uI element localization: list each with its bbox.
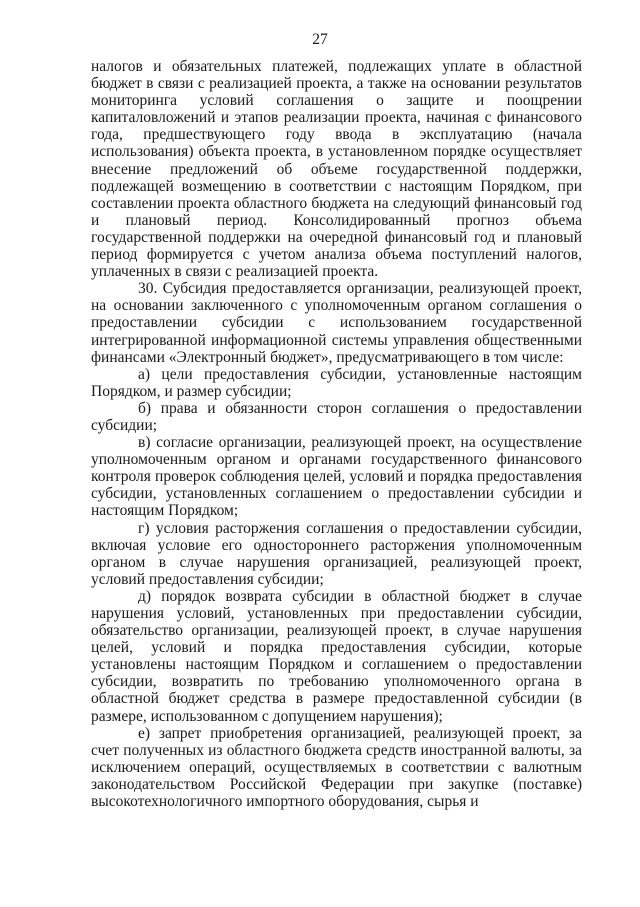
document-body: [91, 58, 582, 810]
paragraph-subitem-a: а) цели предоставления субсидии, установленные настоящим Порядком, и размер субсидии;: [91, 365, 582, 400]
paragraph-subitem-v: в) согласие организации, реализующей проект, на осуществление уполномоченным органом и органами государственного финансового контроля проверок соблюдения целей, условий и порядка предоставления субсидии, установленных соглашением о предоставлении субсидии и настоящим Порядком;: [91, 434, 582, 520]
paragraph-subitem-d: д) порядок возврата субсидии в областной бюджет в случае нарушения условий, установленных при предоставлении субсидии, обязательство организации, реализующей проект, в случае нарушения целей, условий и порядка предоставления субсидии, которые установлены настоящим Порядком и соглашением о предоставлении субсидии, возвратить по требованию уполномоченного органа в областной бюджет средства в размере предоставленной субсидии (в размере, использованном с допущением нарушения);: [91, 587, 582, 725]
paragraph-subitem-e: е) запрет приобретения организацией, реализующей проект, за счет полученных из областного бюджета средств иностранной валюты, за исключением операций, осуществляемых в соответствии с валютным законодательством Российской Федерации при закупке (поставке) высокотехнологичного импортного оборудования, сырья и: [91, 724, 582, 811]
paragraph-subitem-b: б) права и обязанности сторон соглашения о предоставлении субсидии;: [91, 399, 582, 434]
paragraph-item-30: 30. Субсидия предоставляется организации, реализующей проект, на основании заключенного с уполномоченным органом соглашения о предоставлении субсидии с использованием государственной интегрированной информационной системы управления общественными финансами «Электронный бюджет», предусматривающего в том числе:: [91, 280, 582, 366]
paragraph-continuation: налогов и обязательных платежей, подлежащих уплате в областной бюджет в связи с реализацией проекта, а также на основании результатов мониторинга условий соглашения о защите и поощрении капиталовложений и этапов реализации проекта, начиная с финансового года, предшествующего году ввода в эксплуатацию (начала использования) объекта проекта, в установленном порядке осуществляет внесение предложений об объеме государственной поддержки, подлежащей возмещению в соответствии с настоящим Порядком, при составлении проекта областного бюджета на следующий финансовый год и плановый период. Консолидированный прогноз объема государственной поддержки на очередной финансовый год и плановый период формируется с учетом анализа объема поступлений налогов, уплаченных в связи с реализацией проекта.: [91, 58, 582, 281]
paragraph-subitem-g: г) условия расторжения соглашения о предоставлении субсидии, включая условие его одностороннего расторжения уполномоченным органом в случае нарушения организацией, реализующей проект, условий предоставления субсидии;: [91, 519, 582, 588]
page-number: 27: [312, 31, 328, 48]
